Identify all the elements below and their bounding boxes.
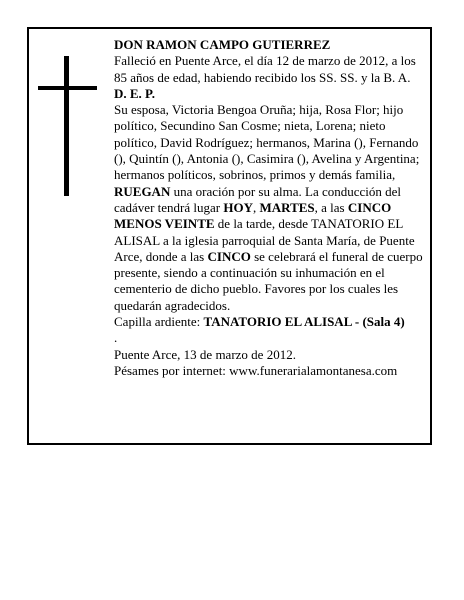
funeral-request: RUEGAN una oración por su alma. La conducción del cadáver tendrá lugar HOY, MARTES, a las CINCO MENOS VEINTE de la tarde, desde TANATORIO EL ALISAL a la iglesia parroquial de Santa María, de Puente Arce, donde a las CINCO se celebrará el funeral de cuerpo presente, siendo a continuación su inhumación en el cementerio de dicho pueblo. Favores por los cuales les quedarán agradecidos. [114,183,423,313]
dep-heading: D. E. P. [114,85,156,101]
ruegan-text: RUEGAN [114,183,171,199]
death-statement: Falleció en Puente Arce, el día 12 de marzo de 2012, a los 85 años de edad, habiendo recibido los SS. SS. y la B. A. [114,53,416,85]
cross-vertical-bar [64,56,69,196]
deceased-name: DON RAMON CAMPO GUTIERREZ [114,37,331,52]
chapel-place: TANATORIO EL ALISAL - (Sala 4) [203,314,405,330]
cross-horizontal-bar [38,86,97,90]
condolences-line: Pésames por internet: www.funerarialamontanesa.com [114,362,398,378]
chapel-line: Capilla ardiente: TANATORIO EL ALISAL - (Sala 4) [114,314,405,330]
obituary-text [114,37,430,379]
family-list: Su esposa, Victoria Bengoa Oruña; hija, Rosa Flor; hijo político, Secundino San Cosme; nieta, Lorena; nieto político, David Rodríguez; hermanos, Marina (), Fernando (), Quintín (), Antonia (), Casimira (), Avelina y Argentina; hermanos políticos, sobrinos, primos y demás familia, [114,102,420,183]
chapel-trailing-dot: . [114,330,118,346]
martes-text: MARTES [259,199,315,215]
cinco-menos-veinte-text: CINCO MENOS VEINTE [114,199,392,232]
hoy-text: HOY [223,199,253,215]
cross-icon [38,56,97,196]
cinco-text: CINCO [207,248,251,264]
place-date: Puente Arce, 13 de marzo de 2012. [114,346,296,362]
